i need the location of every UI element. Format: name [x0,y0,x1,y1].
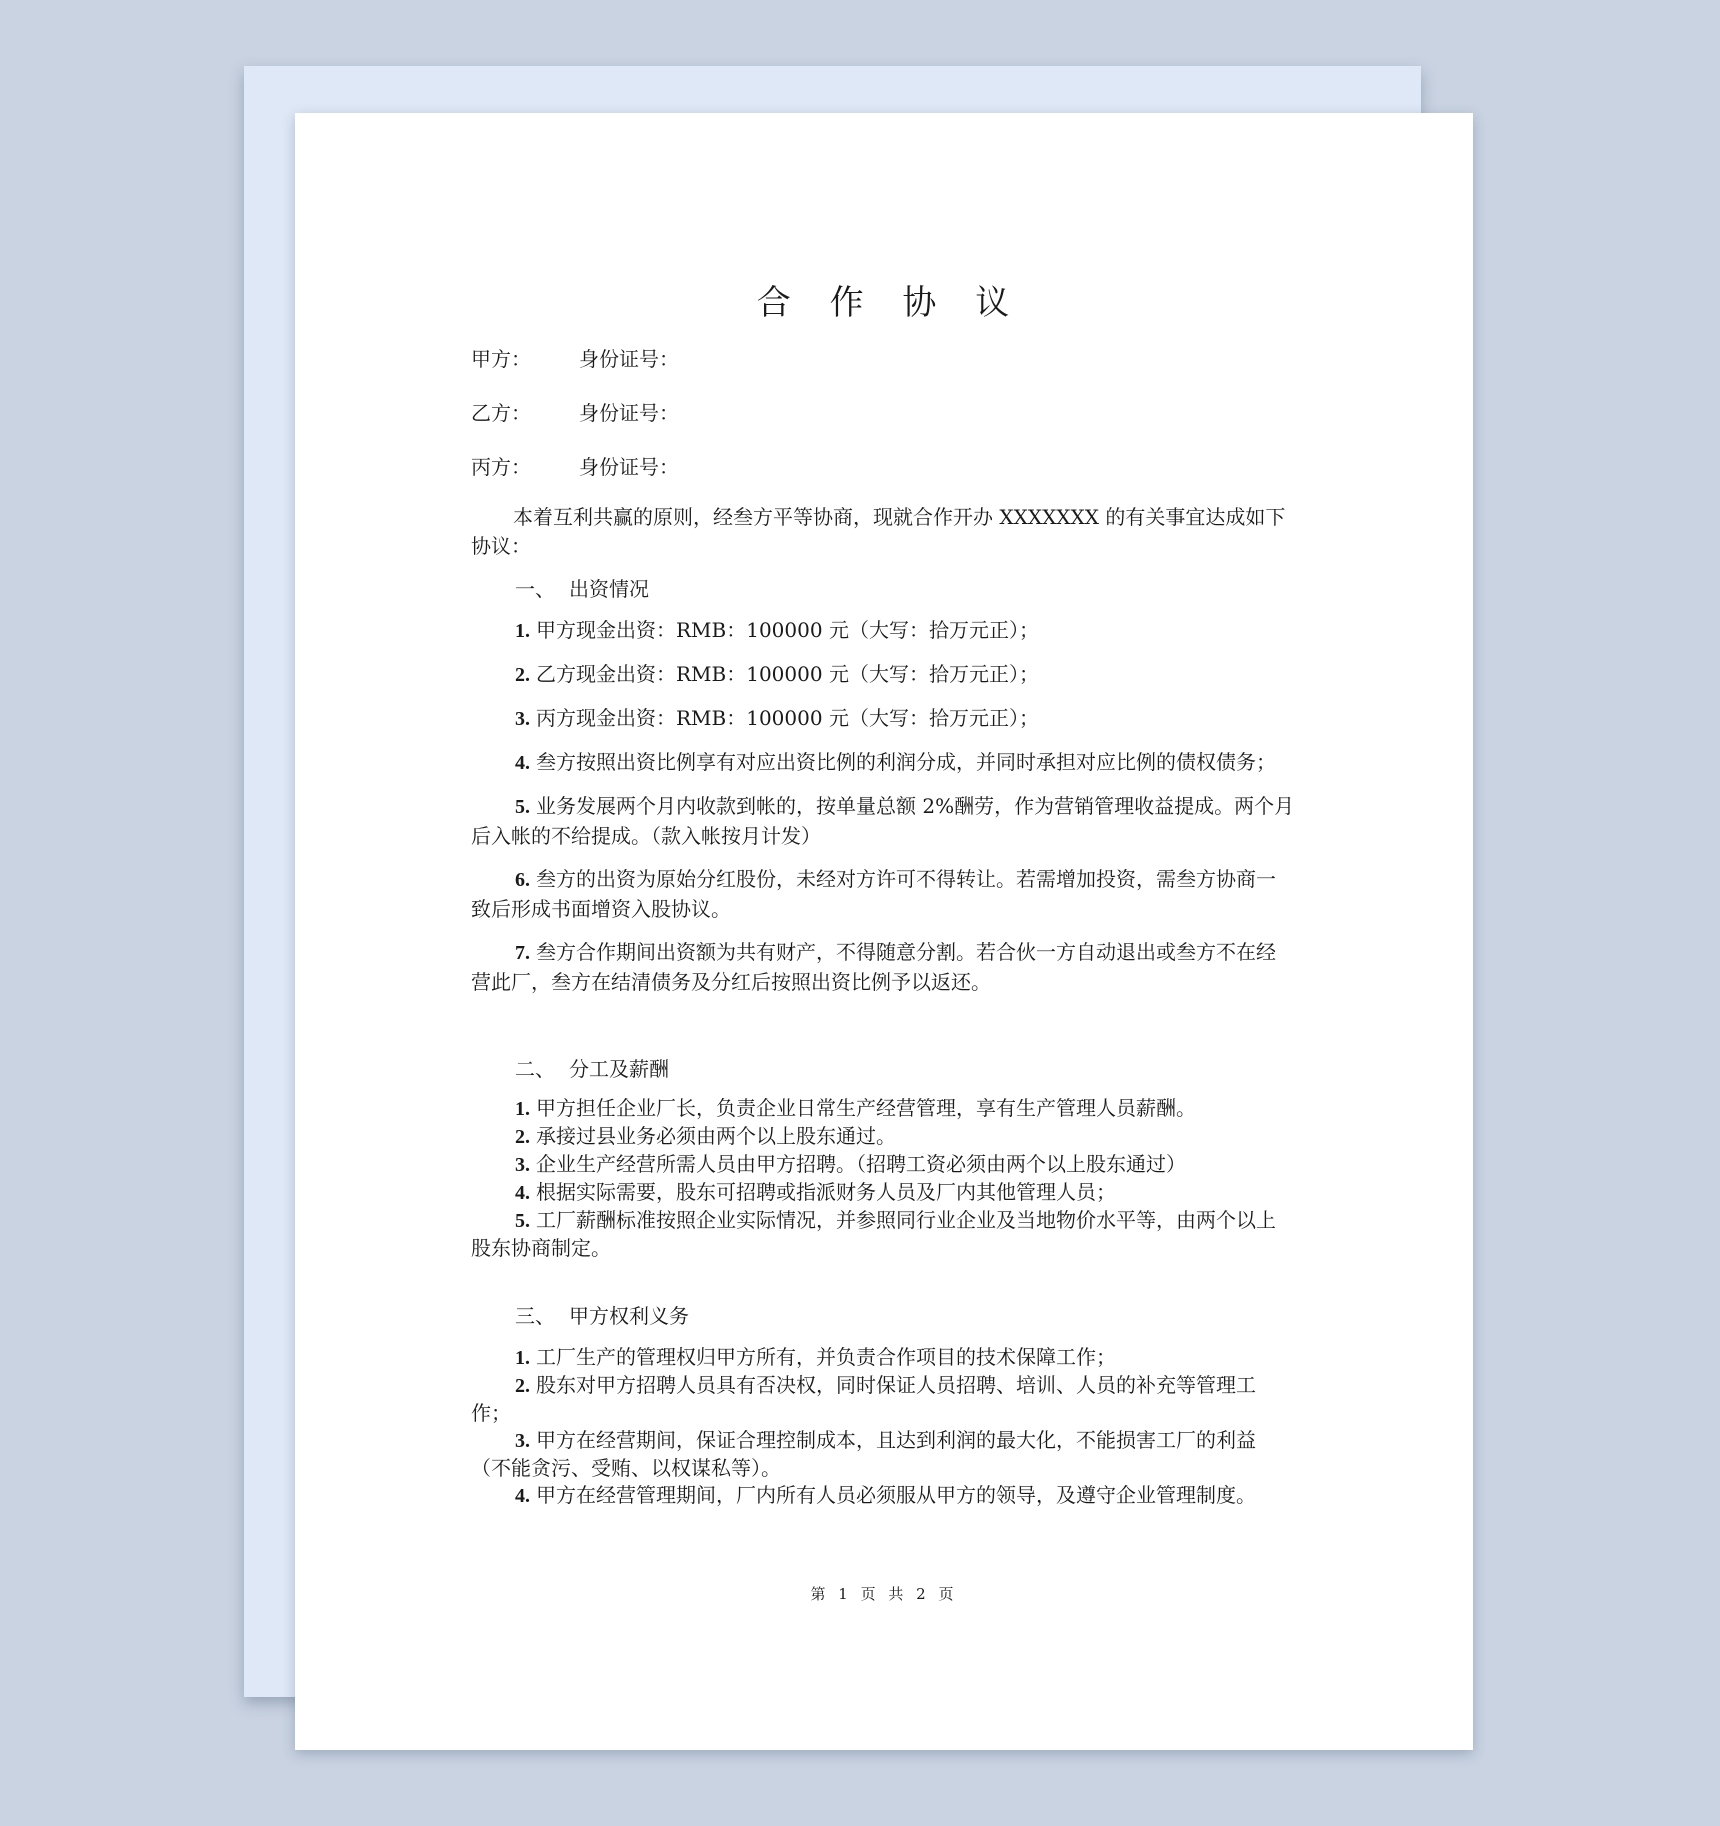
section-number: 二、 [515,1057,555,1081]
intro-paragraph: 本着互利共赢的原则，经叁方平等协商，现就合作开办 XXXXXXX 的有关事宜达成如下协议： [471,505,1286,558]
item-text: 甲方现金出资：RMB：100000 元（大写：拾万元正）； [536,618,1039,642]
item-text: 工厂生产的管理权归甲方所有，并负责合作项目的技术保障工作； [536,1345,1116,1369]
item-text: 甲方在经营期间，保证合理控制成本，且达到利润的最大化，不能损害工厂的利益（不能贪污、受贿、以权谋私等）。 [471,1428,1256,1480]
section-number: 三、 [515,1304,555,1328]
list-item [471,1179,1295,1207]
document-title: 合 作 协 议 [756,283,1024,323]
item-text: 工厂薪酬标准按照企业实际情况，并参照同行业企业及当地物价水平等，由两个以上股东协商制定。 [471,1208,1276,1260]
item-number: 1. [515,1098,530,1120]
list-item [471,660,1295,690]
item-number: 4. [515,1182,530,1204]
document-content [471,283,1295,1510]
section-heading [471,1055,1295,1083]
list-item [471,1372,1295,1427]
item-number: 2. [515,1126,530,1148]
item-number: 3. [515,1430,530,1452]
party-label: 乙方： [471,401,531,425]
item-number: 3. [515,1154,530,1176]
list-item [471,748,1295,778]
item-number: 6. [515,869,530,891]
item-text: 根据实际需要，股东可招聘或指派财务人员及厂内其他管理人员； [536,1180,1116,1204]
party-row-a [471,345,1295,373]
party-label: 甲方： [471,347,531,371]
item-text: 叁方的出资为原始分红股份，未经对方许可不得转让。若需增加投资，需叁方协商一致后形成书面增资入股协议。 [471,867,1276,921]
list-item [471,1427,1295,1482]
section-heading [471,575,1295,603]
id-number-label: 身份证号： [579,347,679,371]
item-number: 1. [515,620,530,642]
item-text: 乙方现金出资：RMB：100000 元（大写：拾万元正）； [536,662,1039,686]
section-heading [471,1302,1295,1330]
item-number: 2. [515,1375,530,1397]
document-page [295,113,1473,1750]
item-text: 甲方担任企业厂长，负责企业日常生产经营管理，享有生产管理人员薪酬。 [536,1096,1196,1120]
item-number: 4. [515,1485,530,1507]
item-text: 承接过县业务必须由两个以上股东通过。 [536,1124,896,1148]
item-number: 5. [515,796,530,818]
list-item [471,938,1295,997]
list-item [471,616,1295,646]
section-title: 出资情况 [569,577,649,601]
list-item [471,1344,1295,1372]
party-label: 丙方： [471,455,531,479]
list-item [471,1123,1295,1151]
item-number: 4. [515,752,530,774]
item-number: 2. [515,664,530,686]
party-row-b [471,399,1295,427]
list-item [471,704,1295,734]
list-item [471,1207,1295,1262]
item-text: 股东对甲方招聘人员具有否决权，同时保证人员招聘、培训、人员的补充等管理工作； [471,1373,1256,1425]
id-number-label: 身份证号： [579,401,679,425]
section-title: 分工及薪酬 [569,1057,669,1081]
section-number: 一、 [515,577,555,601]
item-text: 叁方合作期间出资额为共有财产，不得随意分割。若合伙一方自动退出或叁方不在经营此厂，叁方在结清债务及分红后按照出资比例予以返还。 [471,940,1276,994]
party-row-c [471,453,1295,481]
page-footer: 第 1 页 共 2 页 [810,1585,958,1603]
list-item [471,1151,1295,1179]
item-number: 1. [515,1347,530,1369]
item-number: 5. [515,1210,530,1232]
item-text: 叁方按照出资比例享有对应出资比例的利润分成，并同时承担对应比例的债权债务； [536,750,1276,774]
item-number: 3. [515,708,530,730]
id-number-label: 身份证号： [579,455,679,479]
list-item [471,1095,1295,1123]
list-item [471,1482,1295,1510]
list-item [471,792,1295,851]
item-text: 甲方在经营管理期间，厂内所有人员必须服从甲方的领导，及遵守企业管理制度。 [536,1483,1256,1507]
section-title: 甲方权利义务 [569,1304,689,1328]
item-number: 7. [515,942,530,964]
item-text: 企业生产经营所需人员由甲方招聘。（招聘工资必须由两个以上股东通过） [536,1152,1186,1176]
item-text: 业务发展两个月内收款到帐的，按单量总额 2%酬劳，作为营销管理收益提成。两个月后入帐的不给提成。（款入帐按月计发） [471,794,1295,848]
item-text: 丙方现金出资：RMB：100000 元（大写：拾万元正）； [536,706,1039,730]
list-item [471,865,1295,924]
